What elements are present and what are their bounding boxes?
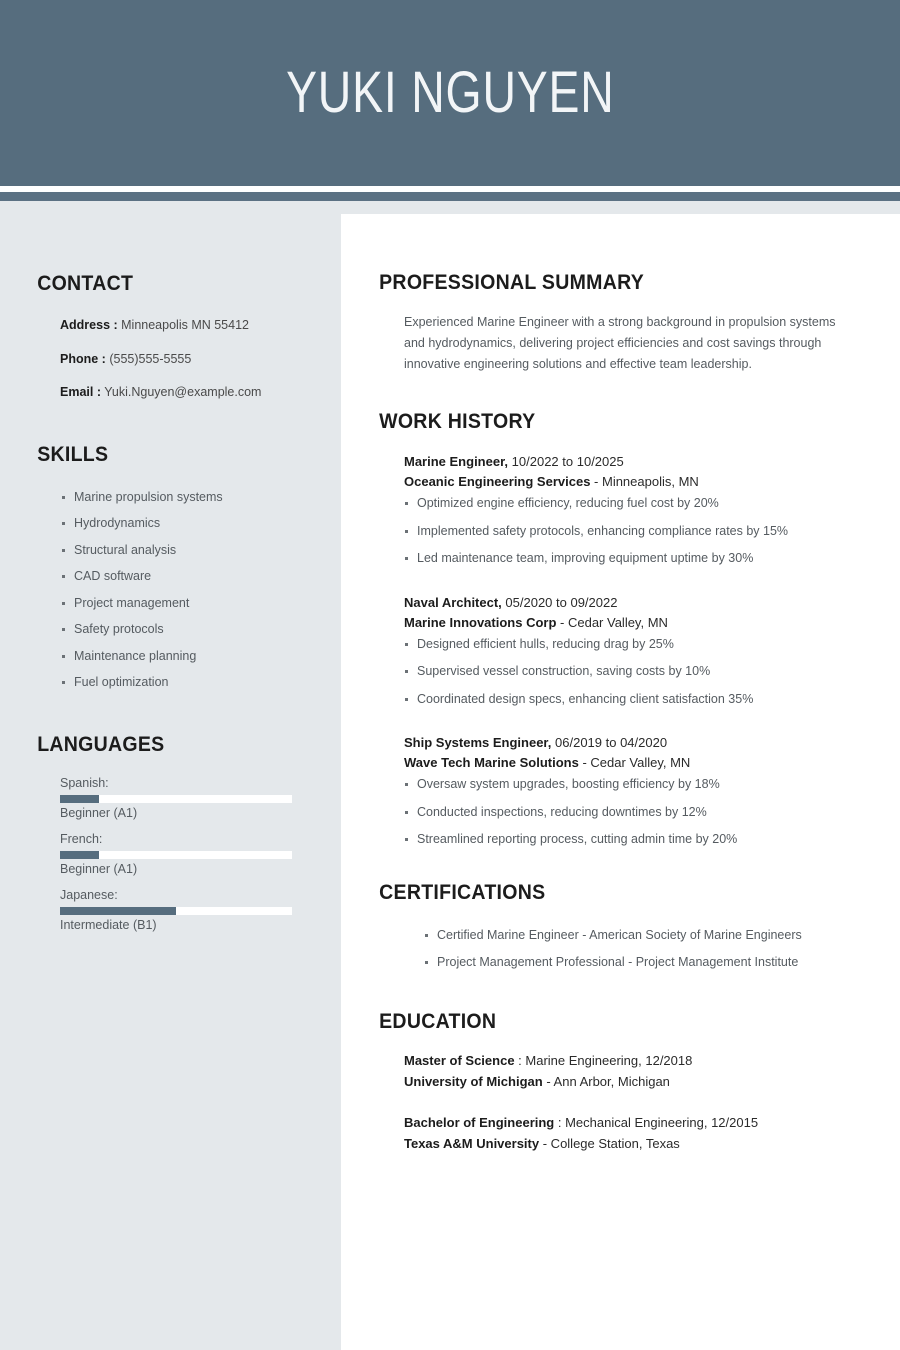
- list-item: Optimized engine efficiency, reducing fuel cost by 20%: [404, 497, 900, 510]
- resume-header-banner: [0, 0, 900, 186]
- list-item: Marine propulsion systems: [60, 491, 341, 504]
- job-title-line: [404, 593, 900, 613]
- contact-email-label: Email :: [60, 385, 101, 399]
- job-dates: 06/2019 to 04/2020: [555, 735, 668, 750]
- education-entry: [404, 1050, 900, 1092]
- job-org-line: [404, 472, 900, 492]
- list-item: Supervised vessel construction, saving costs by 10%: [404, 665, 900, 678]
- education-entry: [404, 1112, 900, 1154]
- header-accent-rule: [0, 192, 900, 201]
- job-title-line: [404, 733, 900, 753]
- contact-heading: CONTACT: [37, 272, 134, 295]
- language-proficiency-bar: [60, 795, 292, 803]
- language-entry: [60, 889, 341, 932]
- job-entry: [404, 452, 900, 565]
- contact-phone-value[interactable]: (555)555-5555: [109, 351, 192, 366]
- certifications-body: [341, 929, 900, 969]
- language-name: Japanese:: [60, 887, 118, 902]
- language-level: Beginner (A1): [60, 806, 138, 820]
- list-item: Designed efficient hulls, reducing drag by 25%: [404, 638, 900, 651]
- language-proficiency-fill: [60, 851, 99, 859]
- education-location: - Ann Arbor, Michigan: [546, 1073, 670, 1089]
- certifications-list: [404, 929, 900, 969]
- job-location: - Minneapolis, MN: [594, 474, 699, 489]
- job-title: Ship Systems Engineer,: [404, 735, 552, 750]
- job-title-line: [404, 452, 900, 472]
- list-item: Fuel optimization: [60, 676, 341, 689]
- list-item: Implemented safety protocols, enhancing compliance rates by 15%: [404, 525, 900, 538]
- sidebar-column: [0, 214, 341, 1350]
- list-item: Safety protocols: [60, 623, 341, 636]
- header-sub-band: [0, 201, 900, 214]
- candidate-name: YUKI NGUYEN: [285, 60, 615, 125]
- job-dates: 10/2022 to 10/2025: [511, 454, 624, 469]
- list-item: Streamlined reporting process, cutting admin time by 20%: [404, 833, 900, 846]
- education-degree: Master of Science: [404, 1052, 515, 1068]
- job-org-line: [404, 613, 900, 633]
- work-history-heading: WORK HISTORY: [379, 410, 536, 433]
- education-school-line: [404, 1071, 900, 1092]
- job-location: - Cedar Valley, MN: [582, 755, 691, 770]
- contact-phone-label: Phone :: [60, 351, 106, 366]
- contact-address: [60, 319, 341, 332]
- education-degree-line: [404, 1050, 900, 1071]
- languages-block: [0, 777, 341, 932]
- job-title: Naval Architect,: [404, 594, 502, 610]
- job-org-line: [404, 753, 900, 773]
- language-proficiency-bar: [60, 907, 292, 915]
- education-school: University of Michigan: [404, 1073, 543, 1089]
- work-history-body: [341, 452, 900, 846]
- language-proficiency-bar: [60, 851, 292, 859]
- list-item: Structural analysis: [60, 544, 341, 557]
- list-item: CAD software: [60, 570, 341, 583]
- list-item: Led maintenance team, improving equipment uptime by 30%: [404, 552, 900, 565]
- contact-address-value: Minneapolis MN 55412: [121, 318, 249, 332]
- job-entry: [404, 593, 900, 706]
- job-bullets: [404, 497, 900, 565]
- main-column: [341, 214, 900, 1350]
- language-proficiency-fill: [60, 795, 99, 803]
- contact-phone: [60, 353, 341, 366]
- education-heading: EDUCATION: [379, 1009, 497, 1033]
- language-level: Intermediate (B1): [60, 918, 157, 932]
- language-name: Spanish:: [60, 775, 109, 790]
- language-entry: [60, 833, 341, 876]
- languages-heading: LANGUAGES: [37, 732, 165, 756]
- education-body: [341, 1050, 900, 1154]
- language-entry: [60, 777, 341, 820]
- education-field: : Marine Engineering, 12/2018: [518, 1052, 693, 1068]
- language-name: French:: [60, 831, 103, 846]
- job-location: - Cedar Valley, MN: [560, 614, 668, 630]
- contact-block: [0, 319, 341, 399]
- job-title: Marine Engineer,: [404, 454, 509, 469]
- job-bullets: [404, 778, 900, 846]
- job-company: Marine Innovations Corp: [404, 614, 557, 630]
- skills-list: [0, 491, 341, 689]
- job-company: Oceanic Engineering Services: [404, 474, 591, 489]
- education-degree: Bachelor of Engineering: [404, 1114, 555, 1130]
- job-company: Wave Tech Marine Solutions: [404, 755, 579, 770]
- language-proficiency-fill: [60, 907, 176, 915]
- education-field: : Mechanical Engineering, 12/2015: [557, 1114, 759, 1130]
- list-item: Hydrodynamics: [60, 517, 341, 530]
- list-item: Project Management Professional - Project Management Institute: [424, 956, 900, 969]
- certifications-heading: CERTIFICATIONS: [379, 880, 546, 904]
- list-item: Oversaw system upgrades, boosting efficiency by 18%: [404, 778, 900, 791]
- job-bullets: [404, 638, 900, 706]
- list-item: Certified Marine Engineer - American Society of Marine Engineers: [424, 929, 900, 942]
- list-item: Maintenance planning: [60, 650, 341, 663]
- contact-email: [60, 386, 341, 399]
- list-item: Project management: [60, 597, 341, 610]
- education-school: Texas A&M University: [404, 1135, 540, 1151]
- education-school-line: [404, 1133, 900, 1154]
- skills-heading: SKILLS: [37, 442, 109, 466]
- job-entry: [404, 733, 900, 846]
- education-location: - College Station, Texas: [542, 1135, 680, 1151]
- summary-body: [341, 312, 900, 375]
- job-dates: 05/2020 to 09/2022: [505, 594, 618, 610]
- list-item: Conducted inspections, reducing downtimes by 12%: [404, 806, 900, 819]
- language-level: Beginner (A1): [60, 862, 138, 876]
- summary-text: Experienced Marine Engineer with a strong background in propulsion systems and hydrodynamics, delivering project efficiencies and cost savings through innovative engineering solutions and effective team leadership.: [404, 315, 836, 371]
- education-degree-line: [404, 1112, 900, 1133]
- contact-address-label: Address :: [60, 318, 118, 332]
- contact-email-value[interactable]: Yuki.Nguyen@example.com: [104, 385, 262, 399]
- summary-heading: PROFESSIONAL SUMMARY: [379, 271, 645, 294]
- list-item: Coordinated design specs, enhancing client satisfaction 35%: [404, 693, 900, 706]
